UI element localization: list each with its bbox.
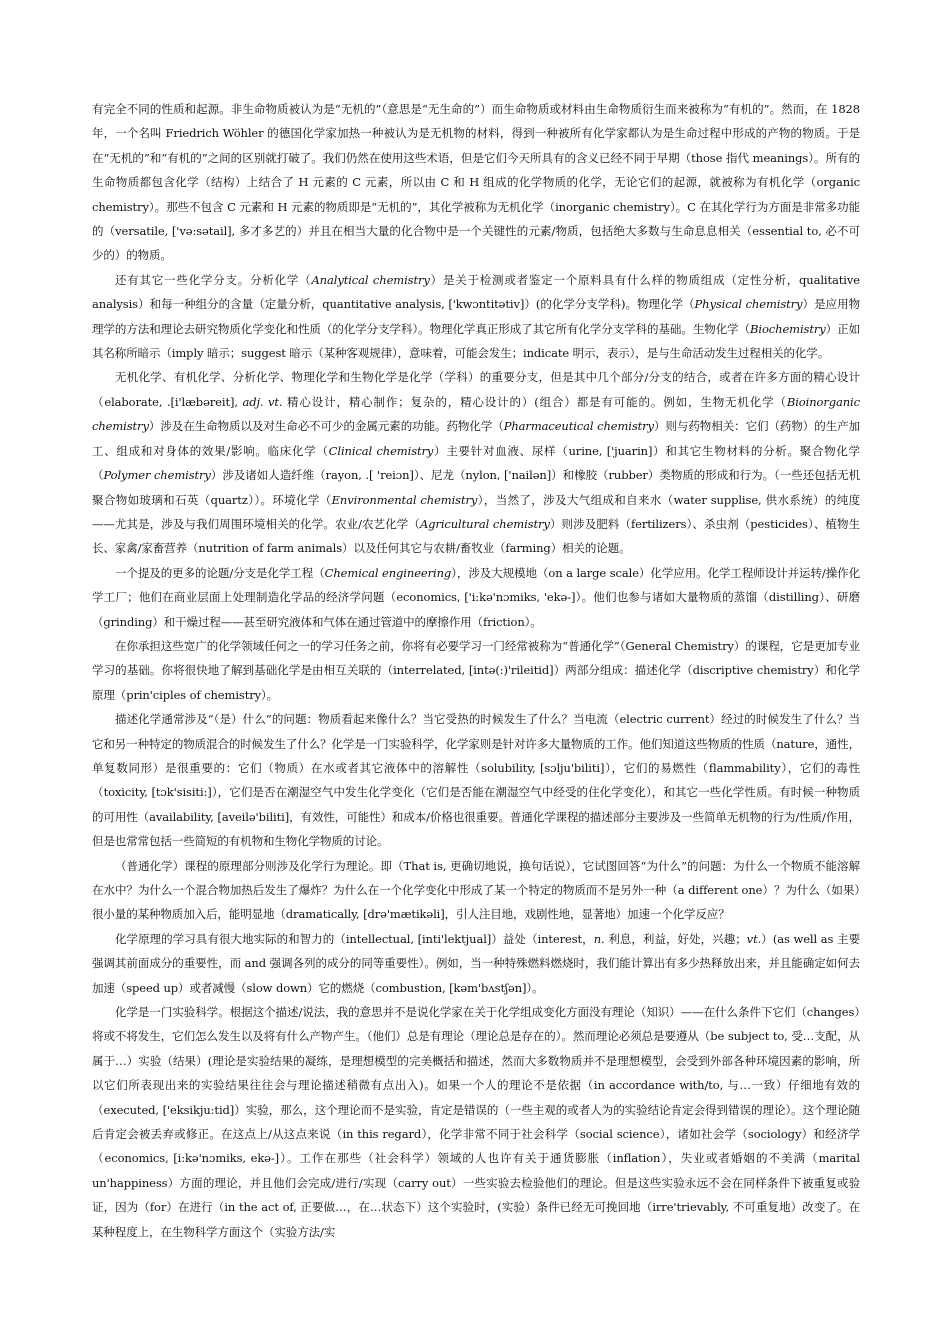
text-run: 描述化学通常涉及“（是）什么”的问题：物质看起来像什么？当它受热的时候发生了什么？当电流（electric current）经过的时候发生了什么？当它和另一种特定的物质混合的时候发生了什么？化学是一门实验科学，化学家则是针对许多大量物质的工作。他们知道这些物质的性质（nature，通性，单复数同形）是很重要的：它们（物质）在水或者其它液体中的溶解性（solubility, [sɔlju'biliti]），它们的易燃性（flammability），它们的毒性（toxicity, [tɔk'sisiti:]），它们是否在潮湿空气中发生化学变化（它们是否能在潮湿空气中经受的住化学变化），和其它一些化学性质。有时候一种物质的可用性（availability, [aveilə'biliti]，有效性，可能性）和成本/价格也很重要。普通化学课程的描述部分主要涉及一些简单无机物的行为/性质/作用，但是也常常包括一些简短的有机物和生物化学物质的讨论。 xyxy=(92,712,860,849)
italic-term: Bioinorganic chemistry xyxy=(92,394,860,434)
paragraph xyxy=(92,268,860,366)
text-run: 有完全不同的性质和起源。非生命物质被认为是“无机的”（意思是“无生命的”）而生命物质或材料由生命物质衍生而来被称为“有机的”。然而，在 1828 年，一个名叫 Friedrich Wöhler 的德国化学家加热一种被认为是无机物的材料，得到一种被所有化学家都认为是生命过程中形成的产物的物质。于是在“无机的”和“有机的”之间的区别就打破了。我们仍然在使用这些术语，但是它们今天所具有的含义已经不同于早期（those 指代 meanings）。所有的生命物质都包含化学（结构）上结合了 H 元素的 C 元素，所以由 C 和 H 组成的化学物质的化学，无论它们的起源，就被称为有机化学（organic chemistry）。那些不包含 C 元素和 H 元素的物质即是“无机的”，其化学被称为无机化学（inorganic chemistry）。C 在其化学行为方面是非常多功能的（versatile, ['və:sətail], 多才多艺的）并且在相当大量的化合物中是一个关键性的元素/物质，包括绝大多数与生命息息相关（essential to, 必不可少的）的物质。 xyxy=(92,102,860,263)
italic-term: Physical chemistry xyxy=(694,297,803,312)
italic-term: Environmental chemistry xyxy=(331,492,478,507)
italic-term: adj. vt. xyxy=(242,394,283,409)
text-run: ）则涉及肥料（fertilizers）、杀虫剂（pesticides）、植物生长、家禽/家畜营养（nutrition of farm animals）以及任何其它与农耕/畜牧业（farming）相关的论题。 xyxy=(92,516,860,556)
text-run: 还有其它一些化学分支。分析化学（ xyxy=(115,272,312,287)
paragraph xyxy=(92,561,860,634)
italic-term: Analytical chemistry xyxy=(311,272,430,287)
paragraph xyxy=(92,634,860,707)
paragraph xyxy=(92,1000,860,1244)
text-run: 化学是一门实验科学。根据这个描述/说法，我的意思并不是说化学家在关于化学组成变化方面没有理论（知识）——在什么条件下它们（changes）将或不将发生，它们怎么发生以及将有什么产物产生。（他们）总是有理论（理论总是存在的）。然而理论必须总是要遵从（be subject to, 受…支配，从属于…）实验（结果）(理论是实验结果的凝练，是理想模型的完美概括和描述，然而大多数物质并不是理想模型，会受到外部各种环境因素的影响，所以它们所表现出来的实验结果往往会与理论描述稍微有点出入)。如果一个人的理论不是依据（in accordance with/to, 与…一致）仔细地有效的（executed, ['eksikju:tid]）实验，那么，这个理论而不是实验，肯定是错误的（一些主观的或者人为的实验结论肯定会得到错误的理论）。这个理论随后肯定会被丢弃或修正。在这点上/从这点来说（in this regard），化学非常不同于社会科学（social science），诸如社会学（sociology）和经济学（economics, [i:kə'nɔmiks, ekə-]）。工作在那些（社会科学）领域的人也许有关于通货膨胀（inflation），失业或者婚姻的不美满（marital un'happiness）方面的理论，并且他们会完成/进行/实现（carry out）一些实验去检验他们的理论。但是这些实验永远不会在同样条件下被重复或验证，因为（for）在进行（in the act of, 正要做…，在…状态下）这个实验时，(实验）条件已经无可挽回地（irre'trievably, 不可重复地）改变了。在某种程度上，在生物科学方面这个（实验方法/实 xyxy=(92,1005,860,1239)
text-run: ）涉及在生命物质以及对生命必不可少的金属元素的功能。药物化学（ xyxy=(148,419,504,434)
paragraph xyxy=(92,707,860,853)
text-run: ）则与药物相关：它们（药物）的生产加工、组成和对身体的效果/影响。临床化学（ xyxy=(92,419,860,458)
paragraph xyxy=(92,927,860,1000)
italic-term: Clinical chemistry xyxy=(328,443,434,458)
italic-term: Polymer chemistry xyxy=(103,468,211,483)
paragraph xyxy=(92,854,860,927)
italic-term: vt. xyxy=(746,931,762,946)
text-run: ）涉及诸如人造纤维（rayon, .[ 'reiɔn]）、尼龙（nylon, ['nailən]）和橡胶（rubber）类物质的形成和行为。（一些还包括无机聚合物如玻璃和石英（quartz））。环境化学（ xyxy=(92,468,860,507)
paragraph xyxy=(92,97,860,268)
text-run: ）是应用物理学的方法和理论去研究物质化学变化和性质（的化学分支学科）。物理化学真正形成了其它所有化学分支学科的基础。生物化学（ xyxy=(92,297,861,336)
paragraph xyxy=(92,365,860,560)
text-run: ）(as well as 主要强调其前面成分的重要性，而 and 强调各列的成分的同等重要性）。例如，当一种特殊燃料燃烧时，我们能计算出有多少热释放出来，并且能确定如何去加速（speed up）或者减慢（slow down）它的燃烧（combustion, [kəm'bʌstʃən]）。 xyxy=(92,931,860,995)
text-run: （普通化学）课程的原理部分则涉及化学行为理论。即（That is, 更确切地说，换句话说），它试图回答“为什么”的问题：为什么一个物质不能溶解在水中？为什么一个混合物加热后发生了爆炸？为什么在一个化学变化中形成了某一个特定的物质而不是另外一种（a different one）？为什么（如果）很小量的某种物质加入后，能明显地（dramatically, [drə'mætikəli]，引人注目地，戏剧性地，显著地）加速一个化学反应？ xyxy=(92,858,860,922)
text-run: ），当然了，涉及大气组成和自来水（water supplise, 供水系统）的纯度——尤其是，涉及与我们周围环境相关的化学。农业/农艺化学（ xyxy=(92,492,861,531)
italic-term: Biochemistry xyxy=(750,321,826,336)
text-run: 一个提及的更多的论题/分支是化学工程（ xyxy=(115,565,325,580)
italic-term: n. xyxy=(593,931,605,946)
text-run: 化学原理的学习具有很大地实际的和智力的（intellectual, [inti'lektjual]）益处（interest， xyxy=(115,931,594,946)
document-body xyxy=(92,97,860,1244)
italic-term: Pharmaceutical chemistry xyxy=(503,419,654,434)
text-run: 精心设计，精心制作；复杂的，精心设计的）(组合）都是有可能的。例如，生物无机化学（ xyxy=(282,394,787,409)
text-run: ）主要针对血液、尿样（urine, ['juarin]）和其它生物材料的分析。聚合物化学（ xyxy=(92,443,860,483)
text-run: ）正如其名称所暗示（imply 暗示；suggest 暗示（某种客观规律），意味着，可能会发生；indicate 明示，表示），是与生命活动发生过程相关的化学。 xyxy=(92,321,860,361)
text-run: 在你承担这些宽广的化学领域任何之一的学习任务之前，你将有必要学习一门经常被称为“普通化学”（General Chemistry）的课程，它是更加专业学习的基础。你将很快地了解到基础化学是由相互关联的（interrelated, [intə(:)'rileitid]）两部分组成：描述化学（discriptive chemistry）和化学原理（prin'ciples of chemistry）。 xyxy=(92,638,860,702)
text-run: ）是关于检测或者鉴定一个原料具有什么样的物质组成（定性分析，qualitative analysis）和每一种组分的含量（定量分析，quantitative analysis, ['kwɔntitətiv]）(的化学分支学科)。物理化学（ xyxy=(92,272,860,312)
italic-term: Chemical engineering xyxy=(324,565,452,580)
text-run: 无机化学、有机化学、分析化学、物理化学和生物化学是化学（学科）的重要分支，但是其中几个部分/分支的结合，或者在许多方面的精心设计（elaborate, .[i'læbəreit], xyxy=(92,370,860,409)
text-run: ），涉及大规模地（on a large scale）化学应用。化学工程师设计并运转/操作化学工厂；他们在商业层面上处理制造化学品的经济学问题（economics, ['i:kə'nɔmiks, 'ekə-]）。他们也参与诸如大量物质的蒸馏（distilling）、研磨（grinding）和干燥过程——甚至研究液体和气体在通过管道中的摩擦作用（friction）。 xyxy=(92,565,861,629)
italic-term: Agricultural chemistry xyxy=(419,516,550,531)
text-run: 利息，利益，好处，兴趣； xyxy=(604,931,747,946)
